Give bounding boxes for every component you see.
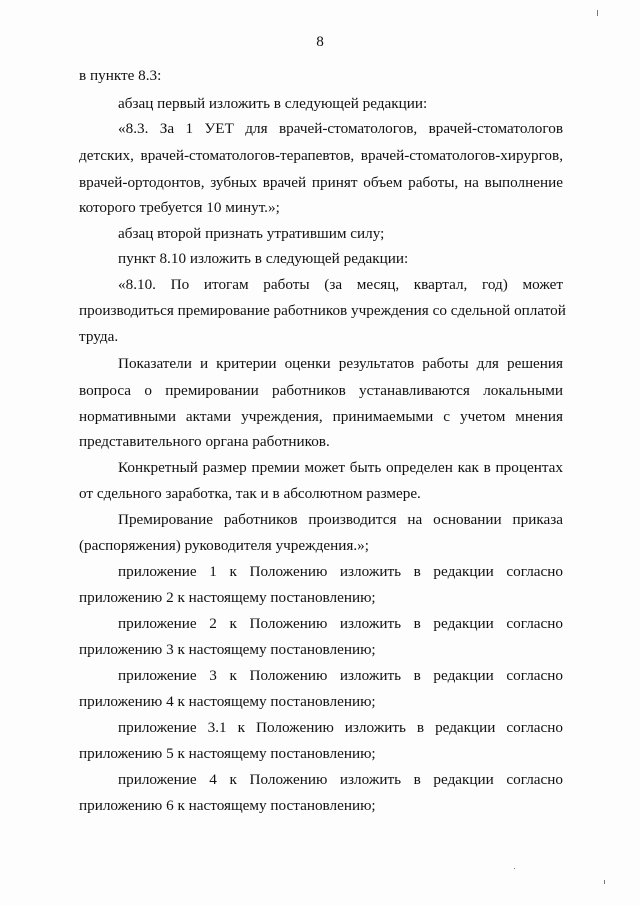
text-line: нормативными актами учреждения, принимаемыми с учетом мнения <box>79 408 563 425</box>
text-line: вопроса о премировании работников устанавливаются локальными <box>79 382 563 399</box>
text-line: детских, врачей-стоматологов-терапевтов, врачей-стоматологов-хирургов, <box>79 147 563 164</box>
text-line: абзац первый изложить в следующей редакции: <box>118 95 428 112</box>
text-line: представительного органа работников. <box>79 433 330 450</box>
text-line: приложение 3.1 к Положению изложить в редакции согласно <box>118 719 563 736</box>
text-line: врачей-ортодонтов, зубных врачей принят объем работы, на выполнение <box>79 174 563 191</box>
text-line: приложение 3 к Положению изложить в редакции согласно <box>118 667 563 684</box>
text-line: приложению 6 к настоящему постановлению; <box>79 797 376 814</box>
text-line: приложение 1 к Положению изложить в редакции согласно <box>118 563 563 580</box>
text-line: Премирование работников производится на основании приказа <box>118 511 563 528</box>
text-line: абзац второй признать утратившим силу; <box>118 225 385 242</box>
text-line: приложению 4 к настоящему постановлению; <box>79 693 376 710</box>
page-number: 8 <box>316 33 324 50</box>
text-line: приложение 4 к Положению изложить в редакции согласно <box>118 771 563 788</box>
text-line: труда. <box>79 328 119 345</box>
scan-speck <box>597 10 598 16</box>
text-line: приложению 3 к настоящему постановлению; <box>79 641 376 658</box>
text-line: в пункте 8.3: <box>79 67 162 84</box>
scan-speck <box>604 880 605 884</box>
text-line: производиться премирование работников учреждения со сдельной оплатой <box>79 302 566 319</box>
text-line: «8.10. По итогам работы (за месяц, квартал, год) может <box>118 276 563 293</box>
text-line: приложение 2 к Положению изложить в редакции согласно <box>118 615 563 632</box>
text-line: которого требуется 10 минут.»; <box>79 199 280 216</box>
text-line: Показатели и критерии оценки результатов работы для решения <box>118 355 563 372</box>
text-line: от сдельного заработка, так и в абсолютном размере. <box>79 485 421 502</box>
text-line: приложению 5 к настоящему постановлению; <box>79 745 376 762</box>
text-line: пункт 8.10 изложить в следующей редакции: <box>118 250 409 267</box>
text-line: приложению 2 к настоящему постановлению; <box>79 589 376 606</box>
text-line: «8.3. За 1 УЕТ для врачей-стоматологов, врачей-стоматологов <box>118 120 563 137</box>
scan-speck <box>514 868 515 869</box>
text-line: Конкретный размер премии может быть определен как в процентах <box>118 459 563 476</box>
text-line: (распоряжения) руководителя учреждения.»; <box>79 537 369 554</box>
